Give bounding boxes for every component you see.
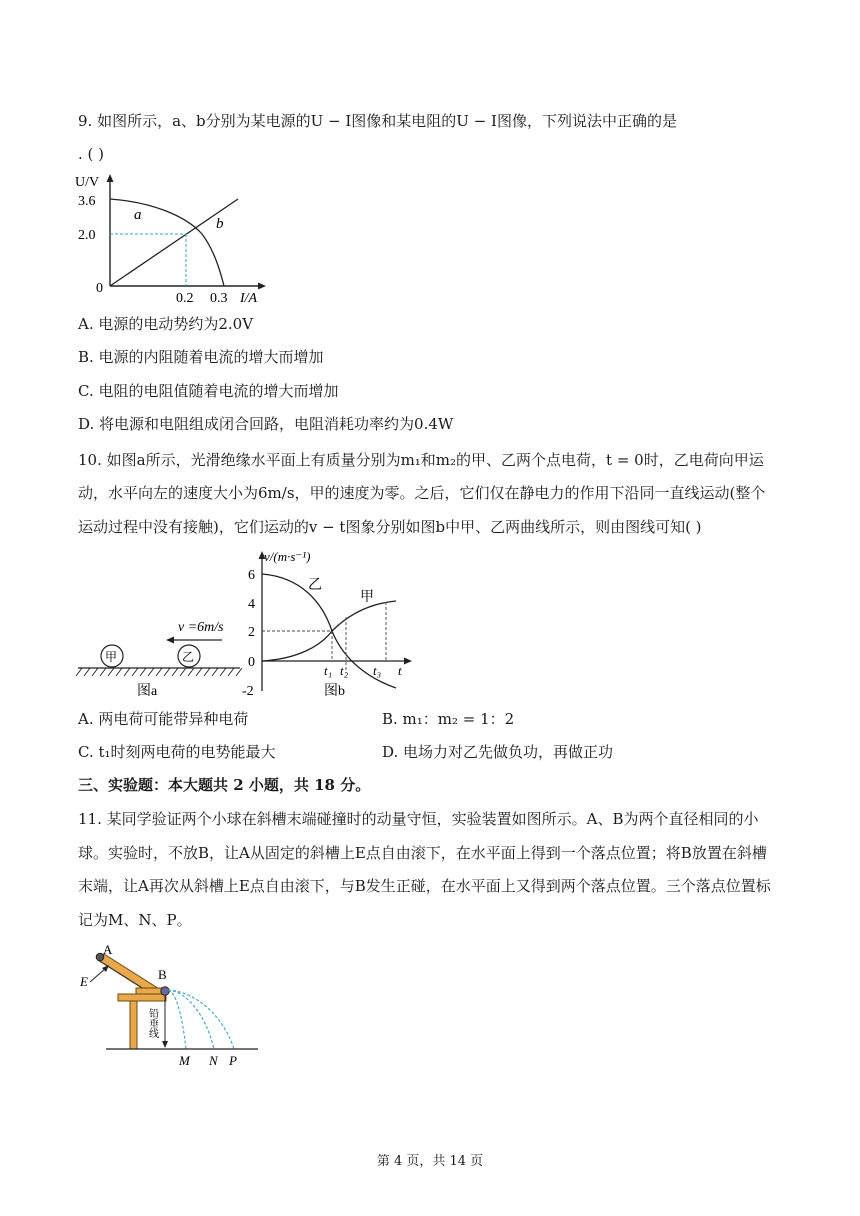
- q9-curve-a-label: a: [134, 207, 142, 223]
- q10-x-tick-t1: t₁: [324, 663, 333, 678]
- q9-y-tick-3-6: 3.6: [78, 194, 96, 209]
- q9-option-a[interactable]: A. 电源的电动势约为2.0V: [78, 315, 254, 333]
- q9-line-b-label: b: [216, 216, 224, 232]
- q11-label-e: E: [80, 974, 88, 989]
- q10-charge-yi-label: 乙: [182, 650, 195, 664]
- q10-curve-jia-label: 甲: [360, 590, 374, 605]
- q10-figure-a: [74, 606, 244, 700]
- q9-stem-line1: 9. 如图所示，a、b分别为某电源的U − I图像和某电阻的U − I图像，下列说法中正确的是: [78, 112, 677, 130]
- section-3-heading: 三、实验题：本大题共 2 小题，共 18 分。: [78, 776, 371, 794]
- q10-y-tick-neg2: -2: [242, 684, 254, 699]
- q11-stem-line4: 记为M、N、P。: [78, 911, 192, 929]
- q11-plumb-char-1: 铅垂线: [146, 1008, 158, 1038]
- q10-x-axis-label: t: [398, 663, 402, 678]
- q11-stem-line2: 球。实验时，不放B，让A从固定的斜槽上E点自由滚下，在水平面上得到一个落点位置；将B放置在斜槽: [78, 844, 767, 862]
- q10-stem-line2: 动，水平向左的速度大小为6m/s，甲的速度为零。之后，它们仅在静电力的作用下沿同一直线运动(整个: [78, 484, 766, 502]
- table-top: [118, 994, 166, 1001]
- q10-y-tick-0: 0: [248, 655, 255, 670]
- q9-x-axis-label: I/A: [240, 291, 258, 306]
- q11-stem-line3: 末端，让A再次从斜槽上E点自由滚下，与B发生正碰，在水平面上又得到两个落点位置。三个落点位置标: [78, 877, 771, 895]
- q10-y-axis-label: v/(m·s⁻¹): [264, 549, 311, 564]
- table-leg: [130, 1001, 137, 1049]
- q10-x-tick-t3: t₃: [373, 663, 382, 678]
- chute-end: [136, 988, 164, 994]
- ball-b: [161, 987, 169, 995]
- q9-option-c[interactable]: C. 电阻的电阻值随着电流的增大而增加: [78, 382, 339, 400]
- q10-velocity-label: v =6m/s: [178, 620, 224, 635]
- q10-option-d[interactable]: D. 电场力对乙先做负功，再做正功: [382, 743, 614, 761]
- q10-x-tick-t2: t₂: [340, 663, 349, 678]
- q11-label-m: M: [179, 1053, 190, 1068]
- q9-stem-line2: . ( ): [78, 145, 105, 163]
- q11-apparatus-figure: [76, 944, 266, 1070]
- q10-option-b[interactable]: B. m₁：m₂ = 1：2: [382, 710, 515, 728]
- q9-x-tick-0-2: 0.2: [176, 291, 194, 306]
- q11-label-a: A: [103, 944, 113, 957]
- q9-origin-label: 0: [96, 281, 103, 296]
- line-b: [110, 199, 238, 286]
- q10-fig-a-caption: 图a: [137, 684, 158, 699]
- q10-option-c[interactable]: C. t₁时刻两电荷的电势能最大: [78, 743, 276, 761]
- q11-label-p: P: [229, 1053, 237, 1068]
- q10-y-tick-2: 2: [248, 625, 255, 640]
- q9-x-tick-0-3: 0.3: [210, 291, 228, 306]
- q10-y-tick-4: 4: [248, 597, 255, 612]
- page-footer: 第 4 页，共 14 页: [376, 1154, 484, 1169]
- q10-fig-b-caption: 图b: [324, 684, 345, 699]
- q9-ui-graph: [72, 168, 272, 308]
- trajectory-p: [168, 990, 234, 1049]
- trajectory-n: [168, 990, 214, 1049]
- q11-label-n: N: [209, 1053, 218, 1068]
- q10-option-a[interactable]: A. 两电荷可能带异种电荷: [78, 710, 249, 728]
- q10-curve-yi-label: 乙: [308, 578, 322, 593]
- trajectory-m: [168, 990, 186, 1049]
- q9-y-axis-label: U/V: [75, 175, 100, 190]
- q9-option-d[interactable]: D. 将电源和电阻组成闭合回路，电阻消耗功率约为0.4W: [78, 415, 454, 433]
- q10-stem-line1: 10. 如图a所示，光滑绝缘水平面上有质量分别为m₁和m₂的甲、乙两个点电荷，t = 0时，乙电荷向甲运: [78, 451, 764, 469]
- q10-charge-jia-label: 甲: [105, 650, 118, 664]
- q10-stem-line3: 运动过程中没有接触)，它们运动的v − t图象分别如图b中甲、乙两曲线所示，则由图线可知( ): [78, 518, 702, 536]
- q11-label-b: B: [158, 967, 167, 982]
- q11-stem-line1: 11. 某同学验证两个小球在斜槽末端碰撞时的动量守恒，实验装置如图所示。A、B为两个直径相同的小: [78, 810, 759, 828]
- q9-option-b[interactable]: B. 电源的内阻随着电流的增大而增加: [78, 348, 324, 366]
- curve-a: [110, 199, 224, 286]
- q9-y-tick-2-0: 2.0: [78, 228, 96, 243]
- q10-vt-graph: [240, 545, 420, 700]
- q10-y-tick-6: 6: [248, 568, 255, 583]
